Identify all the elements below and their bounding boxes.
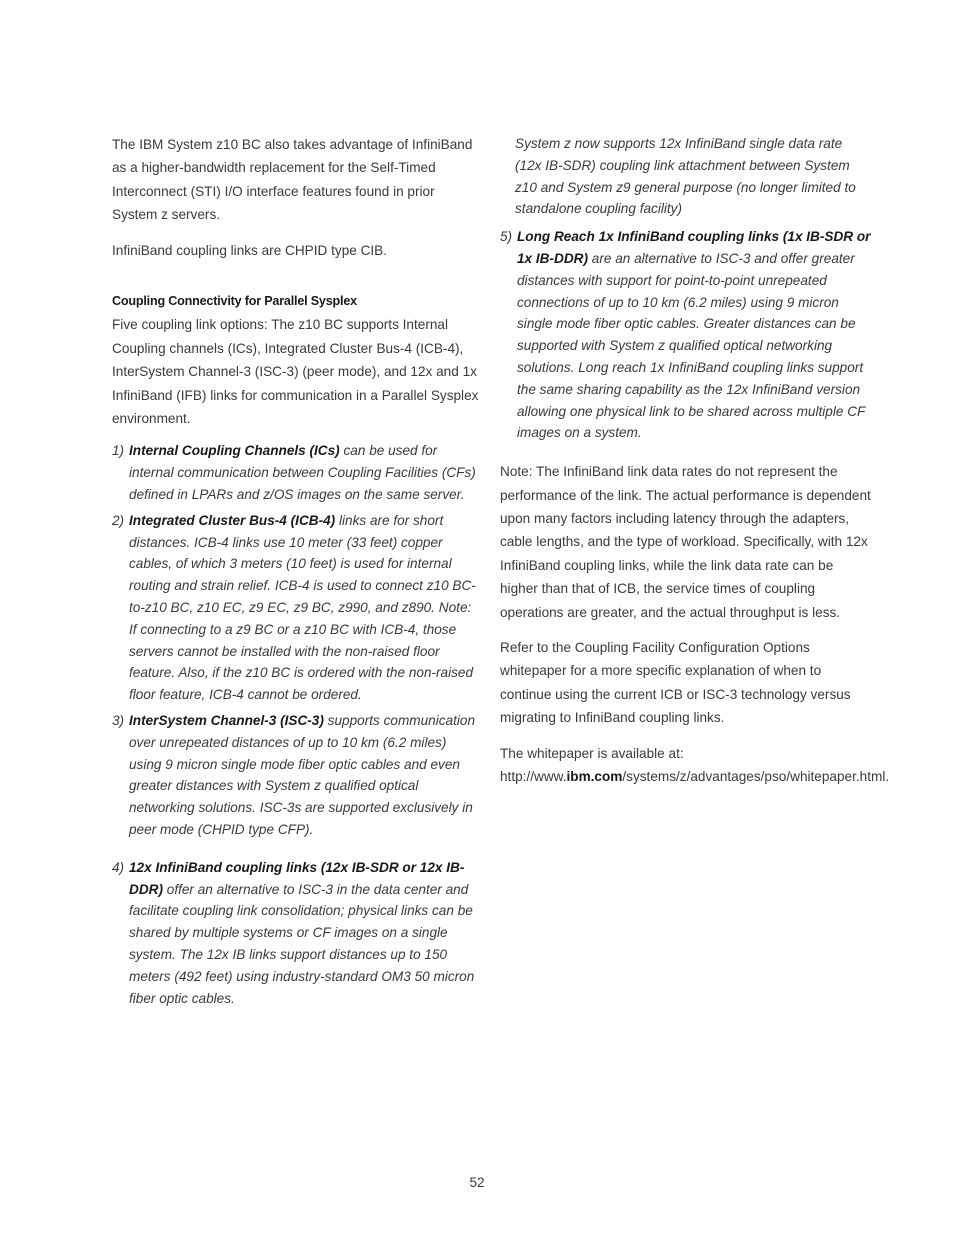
list-item-number: 5) bbox=[500, 229, 513, 245]
list-item-text: offer an alternative to ISC-3 in the data center and facilitate coupling link consolidation; physical links can be shared by multiple systems or CF images on a single system. The 12x IB links support distances up to 150 meters (492 feet) using industry-standard OM3 50 micron fiber optic cables. bbox=[129, 881, 475, 1006]
page-number: 52 bbox=[469, 1175, 485, 1190]
list-item-text: links are for short distances. ICB-4 links use 10 meter (33 feet) copper cables, of which 3 meters (10 feet) is used for internal routing and strain relief. ICB-4 is used to connect z10 BC-to-z10 BC, z10 EC, z9 EC, z9 BC, z990, and z890. Note: If connecting to a z9 BC or a z10 BC with ICB-4, those servers cannot be installed with the non-raised floor feature. Also, if the z10 BC is ordered with the non-raised floor feature, ICB-4 cannot be ordered. bbox=[129, 512, 476, 703]
list-item bbox=[112, 710, 482, 841]
refer-paragraph: Refer to the Coupling Facility Configuration Options whitepaper for a more specific explanation of when to continue using the current ICB or ISC-3 technology versus migrating to InfiniBand coupling links. bbox=[500, 640, 851, 726]
intro-paragraph: The IBM System z10 BC also takes advantage of InfiniBand as a higher-bandwidth replacement for the Self-Timed Interconnect (STI) I/O interface features found in prior System z servers. bbox=[112, 137, 473, 223]
list-item-title: Internal Coupling Channels (ICs) bbox=[129, 443, 340, 459]
list-item-title: Integrated Cluster Bus-4 (ICB-4) bbox=[129, 512, 336, 528]
right-column bbox=[500, 133, 890, 800]
whitepaper-link-bold: ibm.com bbox=[566, 769, 623, 785]
list-item-text: can be used for internal communication between Coupling Facilities (CFs) defined in LPARs and z/OS images on the same server. bbox=[129, 443, 476, 503]
list-item-text: are an alternative to ISC-3 and offer greater distances with support for point-to-point unrepeated connections of up to 10 km (6.2 miles) using 9 micron single mode fiber optic cables. Greater distances can be supported with System z qualified optical networking solutions. Long reach 1x InfiniBand coupling links support the same sharing capability as the 12x InfiniBand version allowing one physical link to be shared across multiple CF images on a system. bbox=[517, 250, 866, 441]
list-item-title: Long Reach 1x InfiniBand coupling links (1x IB-SDR or 1x IB-DDR) bbox=[517, 229, 871, 266]
list-item-number: 1) bbox=[112, 443, 125, 459]
list-item-continuation: System z now supports 12x InfiniBand single data rate (12x IB-SDR) coupling link attachment between System z10 and System z9 general purpose (no longer limited to standalone coupling facility) bbox=[515, 136, 856, 217]
cib-paragraph: InfiniBand coupling links are CHPID type CIB. bbox=[112, 242, 388, 258]
options-paragraph: Five coupling link options: The z10 BC supports Internal Coupling channels (ICs), Integrated Cluster Bus-4 (ICB-4), InterSystem Channel-3 (ISC-3) (peer mode), and 12x and 1x InfiniBand (IFB) links for communication in a Parallel Sysplex environment. bbox=[112, 317, 479, 427]
whitepaper-suffix: /systems/z/advantages/pso/whitepaper.html. bbox=[622, 769, 890, 785]
section-heading: Coupling Connectivity for Parallel Sysplex bbox=[112, 294, 357, 309]
whitepaper-paragraph bbox=[500, 742, 890, 789]
list-item bbox=[112, 440, 482, 505]
note-paragraph: Note: The InfiniBand link data rates do not represent the performance of the link. The actual performance is dependent upon many factors including latency through the adapters, cable lengths, and the type of workload. Specifically, with 12x InfiniBand coupling links, while the link data rate can be higher than that of ICB, the service times of coupling operations are greater, and the actual throughput is less. bbox=[500, 464, 871, 620]
list-item bbox=[112, 510, 482, 706]
left-column bbox=[112, 133, 482, 1013]
list-item bbox=[112, 857, 482, 1010]
list-item-number: 2) bbox=[112, 512, 125, 528]
whitepaper-prefix: The whitepaper is available at: http://www. bbox=[500, 745, 684, 785]
list-item-title: 12x InfiniBand coupling links (12x IB-SDR or 12x IB-DDR) bbox=[129, 859, 465, 897]
list-item-text: supports communication over unrepeated distances of up to 10 km (6.2 miles) using 9 micron single mode fiber optic cables and even greater distances with System z qualified optical networking solutions. ISC-3s are supported exclusively in peer mode (CHPID type CFP). bbox=[129, 713, 476, 838]
list-item-number: 3) bbox=[112, 713, 125, 729]
list-item bbox=[500, 226, 872, 444]
list-item-title: InterSystem Channel-3 (ISC-3) bbox=[129, 713, 324, 729]
list-item-number: 4) bbox=[112, 859, 125, 875]
